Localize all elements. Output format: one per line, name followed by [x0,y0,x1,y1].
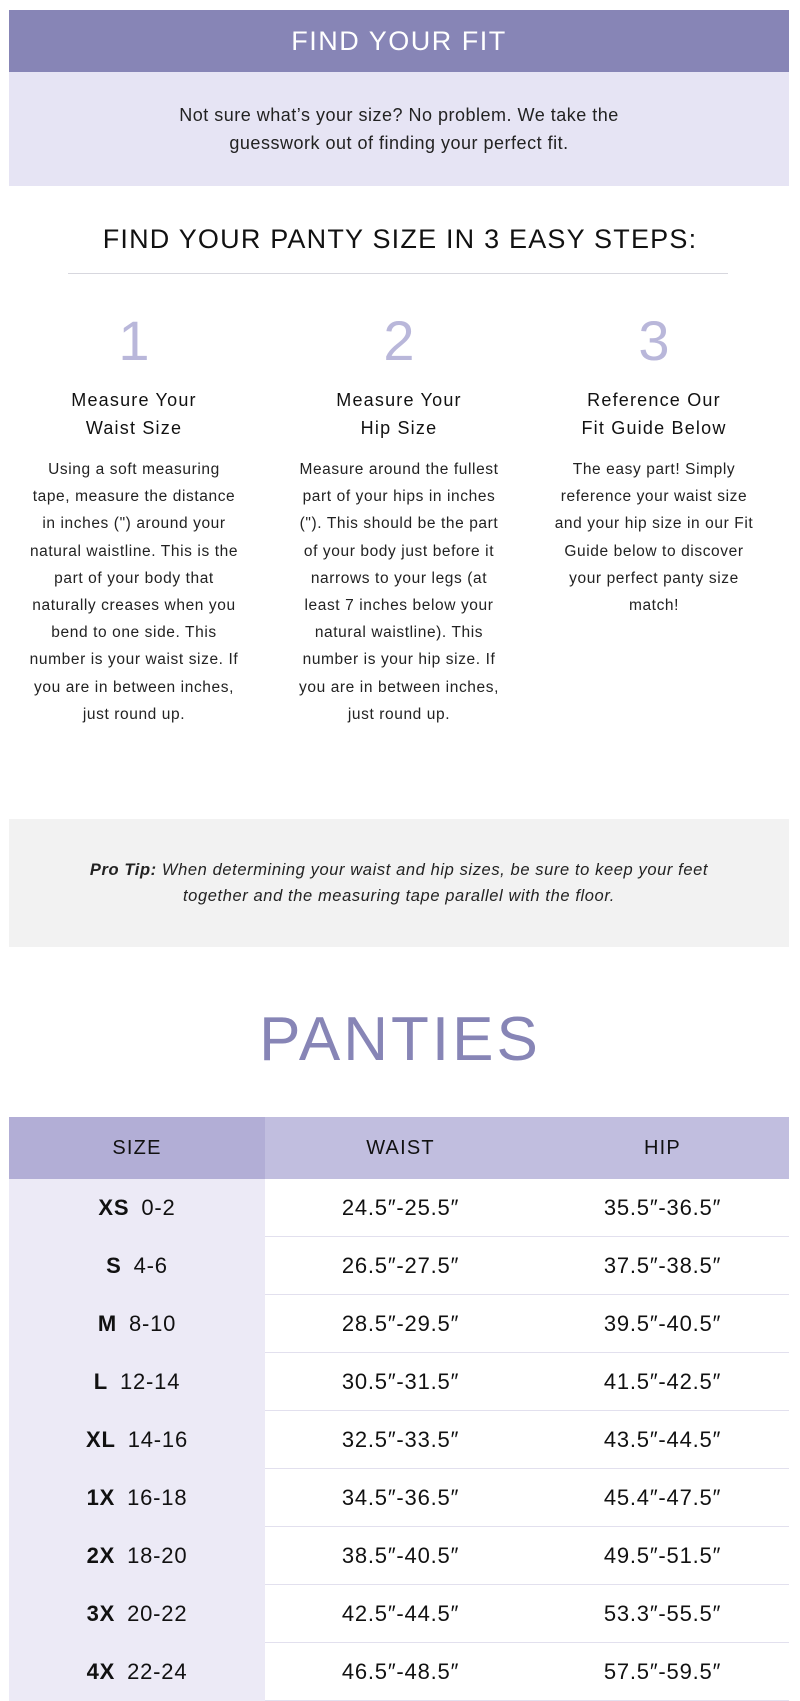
pro-tip-box [9,819,789,947]
step-title-line: Hip Size [360,418,438,438]
waist-cell: 42.5″-44.5″ [265,1585,536,1643]
step-title-line: Measure Your [336,390,462,410]
column-header-hip: HIP [644,1136,681,1159]
size-cell [9,1179,265,1237]
size-letter: M [97,1311,117,1336]
step-description: Measure around the fullest part of your hips in inches ("). This should be the part of your body just before it narrows to your legs (at least 7 inches below your natural waistline). This number is your hip size. If you are in between inches, just round up. [299,461,499,723]
size-letter: S [106,1253,122,1278]
waist-cell: 38.5″-40.5″ [265,1527,536,1585]
panties-title: PANTIES [259,1005,541,1074]
waist-cell: 24.5″-25.5″ [265,1179,536,1237]
hip-cell: 45.4″-47.5″ [536,1469,789,1527]
step-number: 3 [638,309,670,372]
size-letter: 3X [86,1601,116,1626]
size-range: 4-6 [133,1253,168,1278]
step-number: 2 [383,309,415,372]
size-cell [9,1353,265,1411]
table-row [9,1527,789,1585]
steps-title: FIND YOUR PANTY SIZE IN 3 EASY STEPS: [102,224,698,254]
step-title [27,386,241,442]
step-title-line: Reference Our [587,390,721,410]
table-row [9,1585,789,1643]
header-title: FIND YOUR FIT [291,25,507,56]
size-letter: L [93,1369,108,1394]
find-your-fit-header [9,10,789,72]
waist-cell: 30.5″-31.5″ [265,1353,536,1411]
hip-cell: 57.5″-59.5″ [536,1643,789,1701]
size-cell [9,1411,265,1469]
step-title [547,386,761,442]
step-description: The easy part! Simply reference your waist size and your hip size in our Fit Guide below to discover your perfect panty size match! [554,461,754,615]
steps-divider [68,273,728,274]
column-header-waist: WAIST [366,1136,435,1159]
step-description: Using a soft measuring tape, measure the distance in inches (") around your natural waistline. This is the part of your body that naturally creases when you bend to one side. This number is your waist size. If you are in between inches, just round up. [29,461,239,723]
size-letter: XS [98,1195,130,1220]
column-header-size: SIZE [9,1117,265,1179]
step-title-line: Measure Your [71,390,197,410]
step-title-line: Waist Size [85,418,183,438]
size-cell [9,1237,265,1295]
size-cell [9,1585,265,1643]
hip-cell: 53.3″-55.5″ [536,1585,789,1643]
size-cell [9,1295,265,1353]
size-letter: 2X [86,1543,116,1568]
table-row [9,1179,789,1237]
waist-cell: 46.5″-48.5″ [265,1643,536,1701]
waist-cell: 32.5″-33.5″ [265,1411,536,1469]
table-row [9,1411,789,1469]
table-row [9,1237,789,1295]
table-body [9,1179,789,1701]
hip-cell: 41.5″-42.5″ [536,1353,789,1411]
size-range: 22-24 [127,1659,188,1684]
table-row [9,1353,789,1411]
step-2 [292,306,506,728]
hip-cell: 39.5″-40.5″ [536,1295,789,1353]
size-range: 8-10 [128,1311,177,1336]
hip-cell: 43.5″-44.5″ [536,1411,789,1469]
table-header [9,1117,789,1179]
pro-tip-body: When determining your waist and hip sizes, be sure to keep your feet together and the measuring tape parallel with the floor. [161,861,709,905]
step-title-line: Fit Guide Below [581,418,727,438]
intro-text: Not sure what’s your size? No problem. We take the guesswork out of finding your perfect fit. [179,105,619,153]
step-1 [27,306,241,728]
pro-tip-text [79,857,719,909]
pro-tip-label: Pro Tip: [89,861,157,879]
panty-size-table [9,1117,789,1701]
table-row [9,1469,789,1527]
size-cell [9,1527,265,1585]
size-letter: 4X [86,1659,116,1684]
size-range: 20-22 [127,1601,188,1626]
size-range: 0-2 [141,1195,176,1220]
size-letter: 1X [86,1485,116,1510]
hip-cell: 35.5″-36.5″ [536,1179,789,1237]
table-row [9,1643,789,1701]
hip-cell: 49.5″-51.5″ [536,1527,789,1585]
hip-cell: 37.5″-38.5″ [536,1237,789,1295]
size-range: 12-14 [119,1369,181,1394]
size-range: 16-18 [127,1485,188,1510]
step-number: 1 [118,309,150,372]
size-letter: XL [86,1427,116,1452]
step-3 [547,306,761,619]
size-range: 18-20 [127,1543,188,1568]
size-cell [9,1469,265,1527]
size-range: 14-16 [127,1427,188,1452]
step-title [292,386,506,442]
waist-cell: 34.5″-36.5″ [265,1469,536,1527]
intro-banner [9,72,789,186]
waist-cell: 26.5″-27.5″ [265,1237,536,1295]
table-row [9,1295,789,1353]
size-cell [9,1643,265,1701]
waist-cell: 28.5″-29.5″ [265,1295,536,1353]
